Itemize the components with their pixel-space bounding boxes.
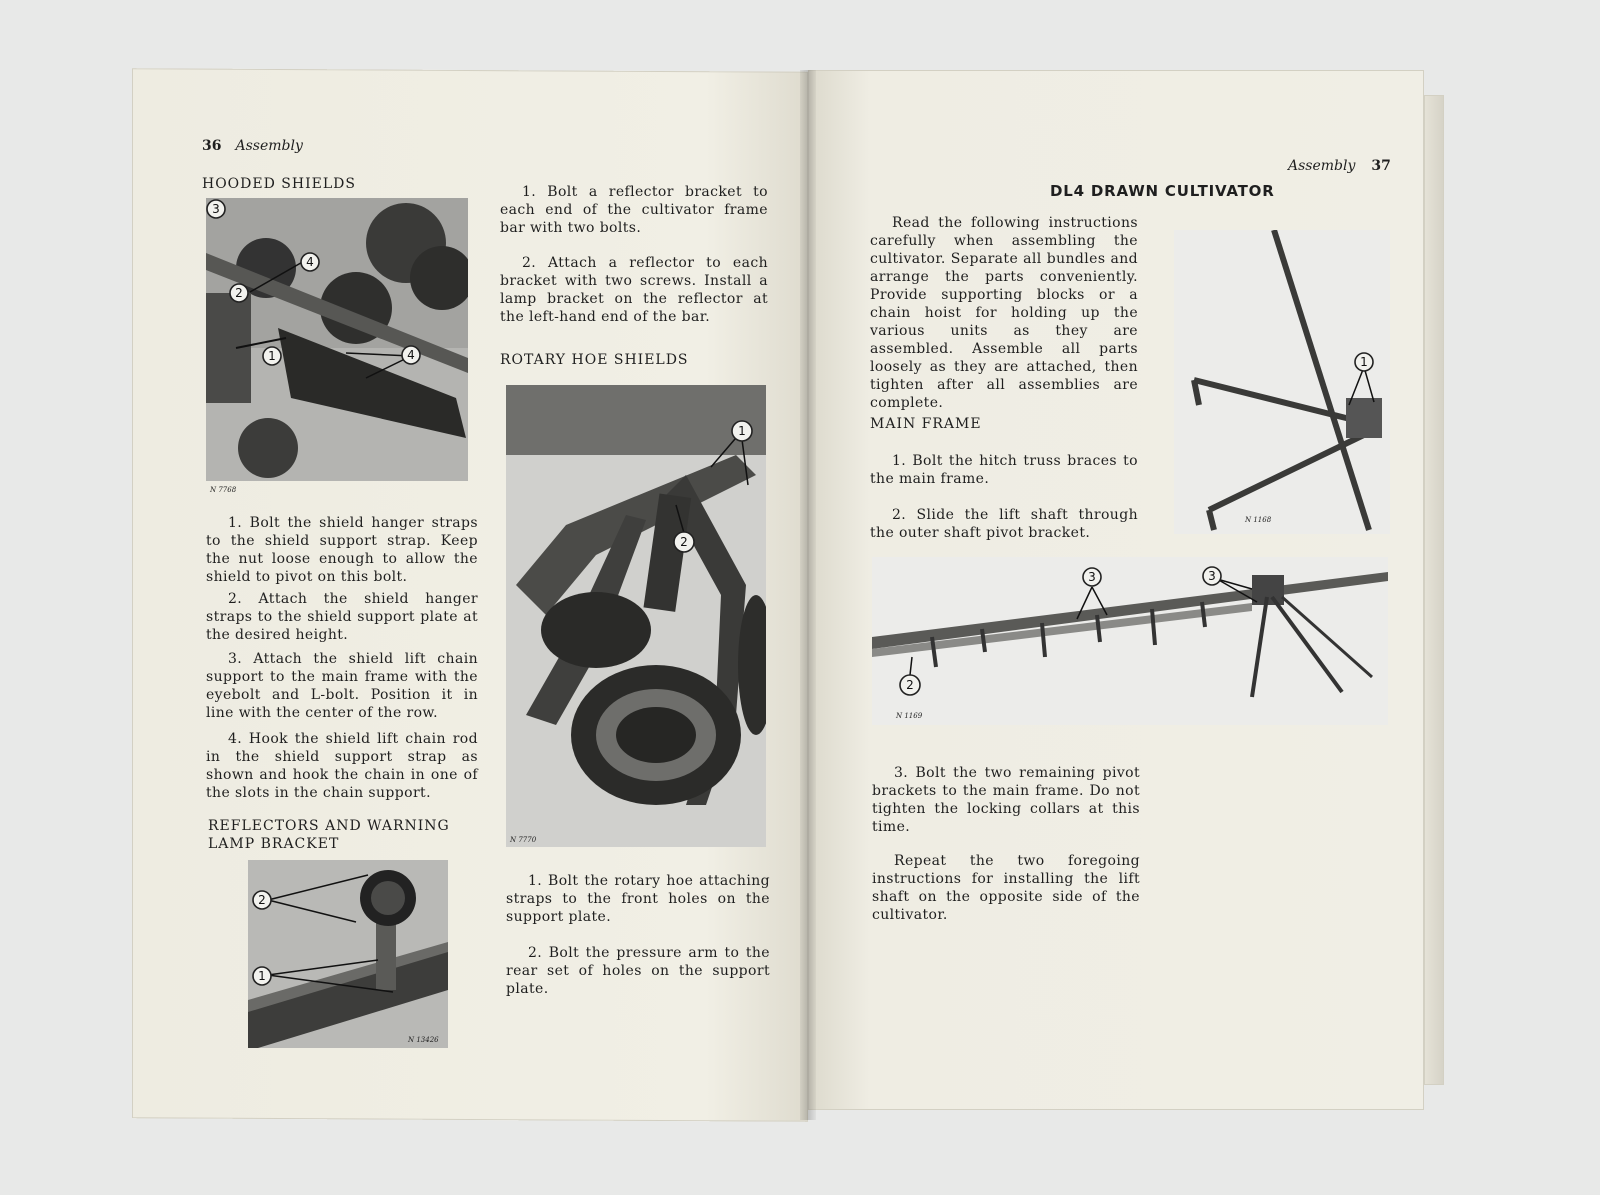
rotary-photo-caption: N 7770 [510, 836, 537, 844]
book-gutter [800, 70, 816, 1120]
hooded-callout-2: 2 [235, 286, 243, 300]
left-folio [202, 138, 303, 154]
shaft-callout-2: 2 [906, 678, 914, 692]
main-frame-step-1: 1. Bolt the hitch truss braces to the main frame. [870, 453, 1138, 487]
reflector-callout-1: 1 [258, 969, 266, 983]
reflectors-heading-line1: REFLECTORS AND WARNING [208, 818, 450, 834]
hooded-callout-4b: 4 [407, 348, 415, 362]
hooded-callout-1: 1 [268, 349, 276, 363]
right-folio [1288, 158, 1391, 174]
shaft-callout-3a: 3 [1088, 570, 1096, 584]
reflector-step-1: 1. Bolt a reflector bracket to each end of the cultivator frame bar with two bolts. [500, 184, 768, 236]
intro-paragraph: Read the following instructions carefully when assembling the cultivator. Separate all bundles and arrange the parts conveniently. Provide supporting blocks or a chain hoist for holding up the various units as they are assembled. Assemble all parts loosely as they are attached, then tighten after all assemblies are complete. [870, 215, 1138, 411]
hitch-callout-1: 1 [1360, 355, 1368, 369]
rotary-hoe-photo [506, 385, 766, 847]
hooded-step-2: 2. Attach the shield hanger straps to the shield support plate at the desired height. [206, 591, 478, 643]
main-frame-step-2: 2. Slide the lift shaft through the outer shaft pivot bracket. [870, 507, 1138, 541]
manual-title: DL4 DRAWN CULTIVATOR [1050, 182, 1275, 200]
hooded-shields-heading: HOODED SHIELDS [202, 176, 356, 192]
shaft-photo-caption: N 1169 [896, 712, 923, 720]
hitch-photo-caption: N 1168 [1245, 516, 1272, 524]
reflector-photo-caption: N 13426 [408, 1036, 439, 1044]
rotary-callout-1: 1 [738, 424, 746, 438]
shaft-callout-3b: 3 [1208, 569, 1216, 583]
hooded-callout-3: 3 [212, 202, 220, 216]
hooded-callout-4a: 4 [306, 255, 314, 269]
main-frame-heading: MAIN FRAME [870, 416, 982, 432]
hitch-truss-photo [1174, 230, 1390, 534]
rotary-callout-2: 2 [680, 535, 688, 549]
hooded-step-1: 1. Bolt the shield hanger straps to the shield support strap. Keep the nut loose enough to allow the shield to pivot on this bolt. [206, 515, 478, 585]
reflectors-heading-line2: LAMP BRACKET [208, 836, 340, 852]
rotary-step-1: 1. Bolt the rotary hoe attaching straps to the front holes on the support plate. [506, 873, 770, 925]
main-frame-step-3: 3. Bolt the two remaining pivot brackets to the main frame. Do not tighten the locking collars at this time. [872, 765, 1140, 835]
hooded-step-3: 3. Attach the shield lift chain support to the main frame with the eyebolt and L-bolt. Position it in line with the center of the row. [206, 651, 478, 721]
lift-shaft-photo [872, 557, 1388, 725]
right-page-number: 37 [1371, 158, 1391, 174]
left-page-number: 36 [202, 138, 222, 154]
hooded-shields-photo [206, 198, 468, 481]
rotary-step-2: 2. Bolt the pressure arm to the rear set of holes on the support plate. [506, 945, 770, 997]
main-frame-repeat-note: Repeat the two foregoing instructions for installing the lift shaft on the opposite side of the cultivator. [872, 853, 1140, 923]
reflector-callout-2: 2 [258, 893, 266, 907]
reflector-step-2: 2. Attach a reflector to each bracket with two screws. Install a lamp bracket on the reflector at the left-hand end of the bar. [500, 255, 768, 325]
right-section-label: Assembly [1288, 158, 1356, 174]
rotary-hoe-heading: ROTARY HOE SHIELDS [500, 352, 689, 368]
hooded-photo-caption: N 7768 [210, 486, 237, 494]
page-edges [1424, 95, 1444, 1085]
left-section-label: Assembly [235, 138, 303, 154]
hooded-step-4: 4. Hook the shield lift chain rod in the shield support strap as shown and hook the chain in one of the slots in the chain support. [206, 731, 478, 801]
reflector-photo [248, 860, 448, 1048]
